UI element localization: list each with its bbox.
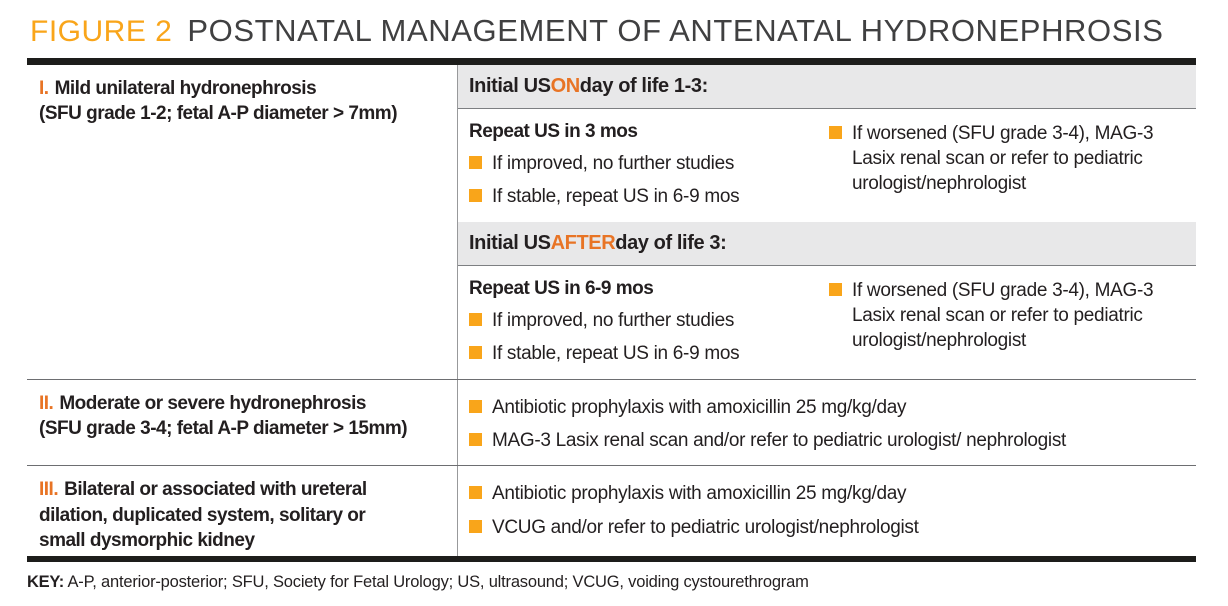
bullet-list xyxy=(829,278,1188,353)
row1-roman-numeral: I. xyxy=(39,78,49,99)
section-header-initial-us-on: Initial US ON day of life 1-3: xyxy=(458,65,1196,109)
bullet-square-icon xyxy=(469,156,482,169)
section-header-initial-us-after: Initial US AFTER day of life 3: xyxy=(458,222,1196,266)
section-body-after xyxy=(458,266,1196,379)
section-after-right-column xyxy=(829,276,1196,366)
bullet-list xyxy=(469,308,829,366)
bullet-square-icon xyxy=(469,486,482,499)
bullet-square-icon xyxy=(829,126,842,139)
list-item: Antibiotic prophylaxis with amoxicillin 25 mg/kg/day xyxy=(469,395,1182,420)
list-item: If improved, no further studies xyxy=(469,151,829,176)
row1-condition-label xyxy=(27,65,458,379)
list-item: If stable, repeat US in 6-9 mos xyxy=(469,184,829,209)
bullet-square-icon xyxy=(469,400,482,413)
row3-roman-numeral: III. xyxy=(39,479,59,501)
row3-label-line3: small dysmorphic kidney xyxy=(39,529,255,551)
list-item: Antibiotic prophylaxis with amoxicillin 25 mg/kg/day xyxy=(469,481,1182,506)
row3-label-line2: dilation, duplicated system, solitary or xyxy=(39,504,366,526)
key-label: KEY: xyxy=(27,573,64,592)
highlight-after: AFTER xyxy=(550,232,616,255)
row3-management-cell xyxy=(458,466,1196,556)
bullet-list xyxy=(469,473,1182,539)
top-rule xyxy=(27,58,1196,65)
bullet-square-icon xyxy=(829,283,842,296)
row1-label-line2: (SFU grade 1-2; fetal A-P diameter > 7mm) xyxy=(39,103,398,125)
repeat-us-heading: Repeat US in 6-9 mos xyxy=(469,278,654,300)
row3-condition-label xyxy=(27,466,458,556)
row2-condition-label xyxy=(27,380,458,465)
row2-roman-numeral: II. xyxy=(39,393,54,415)
list-item: If stable, repeat US in 6-9 mos xyxy=(469,341,829,366)
bullet-square-icon xyxy=(469,433,482,446)
section-after-left-column xyxy=(469,276,829,366)
key-text: A-P, anterior-posterior; SFU, Society for Fetal Urology; US, ultrasound; VCUG, voiding cystourethrogram xyxy=(64,573,809,592)
bottom-rule xyxy=(27,556,1196,562)
row1-label-line1: I. Mild unilateral hydronephrosis xyxy=(39,78,317,99)
table-row-bilateral xyxy=(27,465,1196,556)
section-on-left-column xyxy=(469,119,829,209)
list-item: MAG-3 Lasix renal scan and/or refer to pediatric urologist/ nephrologist xyxy=(469,428,1182,453)
repeat-us-heading: Repeat US in 3 mos xyxy=(469,121,638,142)
page-title: POSTNATAL MANAGEMENT OF ANTENATAL HYDRONEPHROSIS xyxy=(187,13,1164,48)
section-on-right-column xyxy=(829,119,1196,209)
list-item: If worsened (SFU grade 3-4), MAG-3 Lasix renal scan or refer to pediatric urologist/nephrologist xyxy=(829,278,1188,353)
section-body-on xyxy=(458,109,1196,222)
list-item: If improved, no further studies xyxy=(469,308,829,333)
row2-label-line1: II. Moderate or severe hydronephrosis xyxy=(39,393,366,415)
table-row-moderate-severe xyxy=(27,379,1196,465)
bullet-list xyxy=(829,121,1188,196)
row3-label-line1: III. Bilateral or associated with ureteral xyxy=(39,479,367,501)
figure-key xyxy=(27,573,1228,592)
bullet-square-icon xyxy=(469,189,482,202)
bullet-list xyxy=(469,387,1182,453)
figure-number-label: FIGURE 2 xyxy=(30,15,173,48)
row1-management-cell xyxy=(458,65,1196,379)
bullet-square-icon xyxy=(469,520,482,533)
table-row-mild-unilateral xyxy=(27,65,1196,379)
row2-label-line2: (SFU grade 3-4; fetal A-P diameter > 15mm) xyxy=(39,418,408,440)
bullet-square-icon xyxy=(469,313,482,326)
bullet-list xyxy=(469,151,829,209)
management-table xyxy=(27,65,1196,556)
list-item: VCUG and/or refer to pediatric urologist/nephrologist xyxy=(469,515,1182,540)
figure-title xyxy=(30,13,1228,49)
figure-page xyxy=(0,13,1228,606)
list-item: If worsened (SFU grade 3-4), MAG-3 Lasix renal scan or refer to pediatric urologist/nephrologist xyxy=(829,121,1188,196)
bullet-square-icon xyxy=(469,346,482,359)
row2-management-cell xyxy=(458,380,1196,465)
highlight-on: ON xyxy=(550,75,580,97)
